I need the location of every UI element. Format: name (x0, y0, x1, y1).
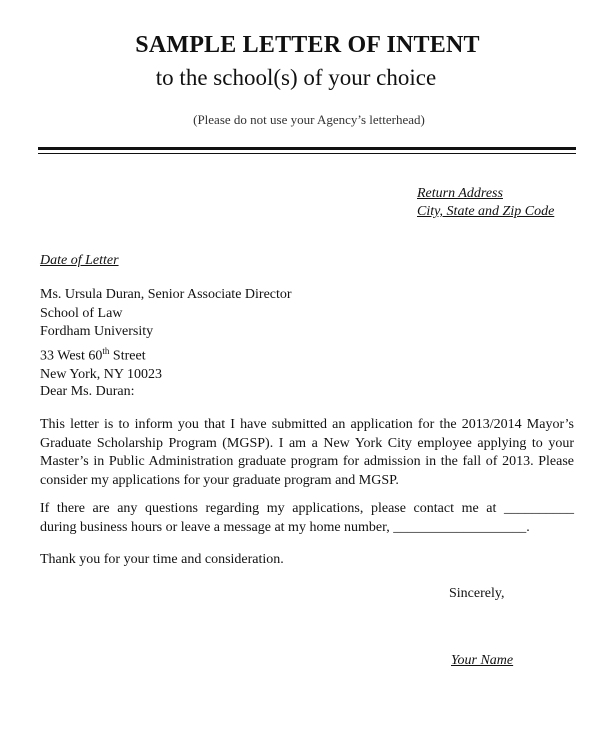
header-divider-thick (38, 147, 576, 150)
paragraph-line: Master’s in Public Administration graduate program for admission in the fall of 2013. Please (40, 454, 574, 469)
letter-subtitle: to the school(s) of your choice (155, 65, 437, 90)
street-name: Street (109, 348, 146, 364)
return-address-line: Return Address (417, 186, 503, 201)
recipient-institution: Fordham University (40, 324, 154, 339)
paragraph-line: Graduate Scholarship Program (MGSP). I am a New York City employee applying to your (40, 435, 574, 451)
header-divider-thin (38, 153, 576, 154)
recipient-city: New York, NY 10023 (40, 366, 162, 382)
city-state-zip-line: City, State and Zip Code (417, 204, 555, 219)
paragraph-line: consider my applications for your graduate program and MGSP. (40, 472, 399, 488)
recipient-street (40, 342, 292, 366)
recipient-department: School of Law (40, 305, 123, 321)
recipient-address-block (40, 286, 292, 384)
letter-title: SAMPLE LETTER OF INTENT (135, 32, 480, 58)
paragraph-line: during business hours or leave a message at my home number, ___________________. (40, 519, 530, 535)
return-address-block (417, 185, 554, 221)
paragraph-line: If there are any questions regarding my applications, please contact me at __________ (40, 501, 574, 516)
thank-you-line: Thank you for your time and consideration. (40, 552, 284, 567)
body-paragraph-2 (40, 500, 574, 537)
paragraph-line: This letter is to inform you that I have submitted an application for the 2013/2014 Mayor’s (40, 417, 574, 432)
street-number: 33 West 60 (40, 348, 103, 364)
signature-name: Your Name (451, 653, 514, 668)
letterhead-note: (Please do not use your Agency’s letterhead) (193, 112, 425, 127)
salutation: Dear Ms. Duran: (40, 384, 135, 399)
body-paragraph-1 (40, 416, 574, 490)
date-of-letter: Date of Letter (40, 253, 119, 268)
street-ordinal-suffix: th (102, 345, 110, 356)
closing: Sincerely, (449, 586, 505, 601)
recipient-name: Ms. Ursula Duran, Senior Associate Director (40, 287, 292, 302)
